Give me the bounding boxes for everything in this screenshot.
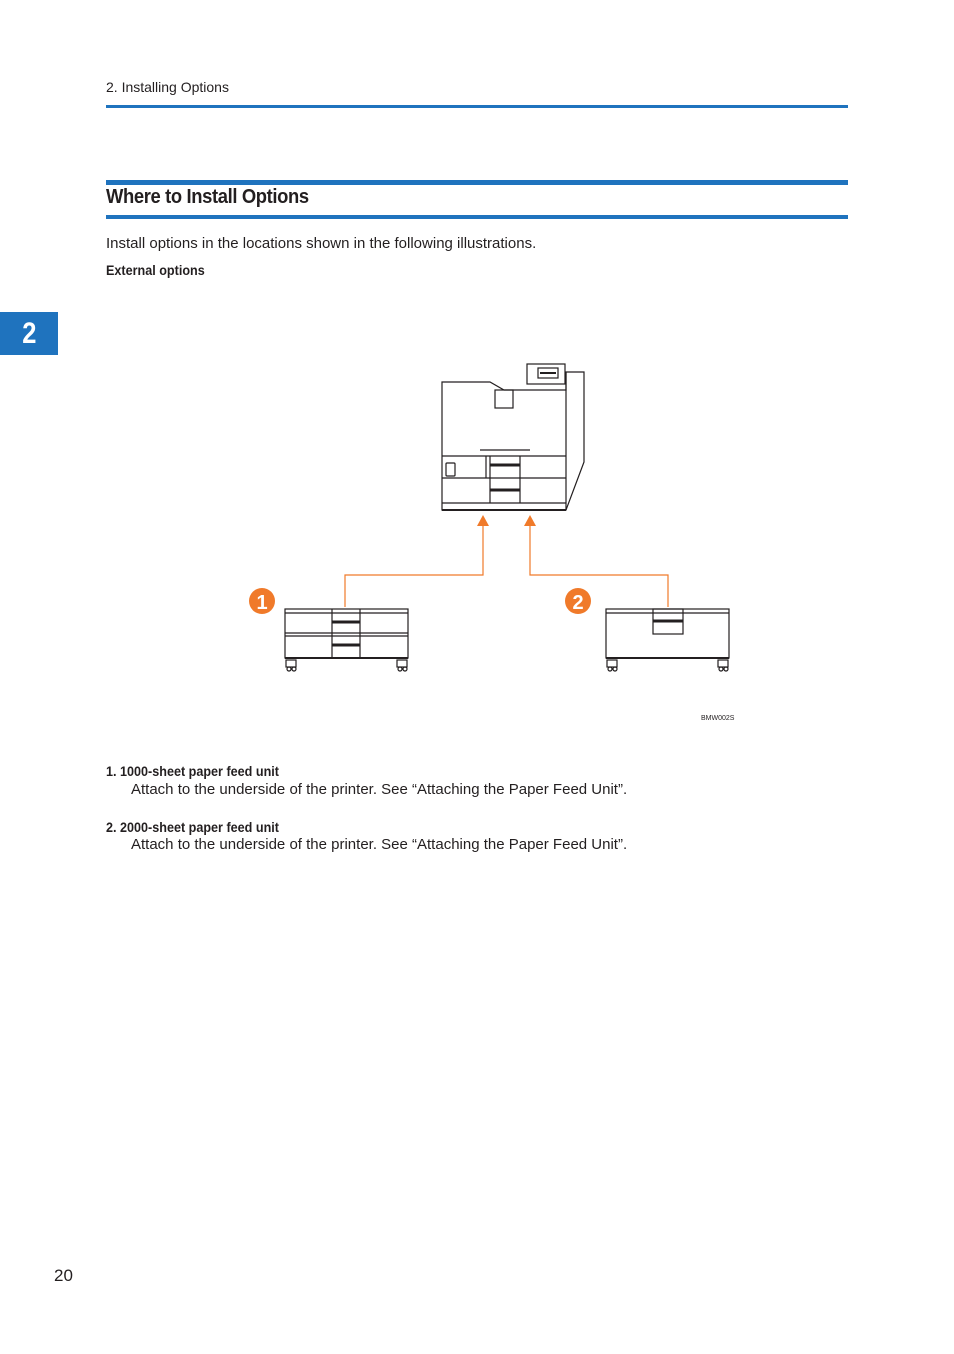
arrow-up-2: [524, 515, 536, 526]
subheading: External options: [106, 262, 205, 278]
running-header: 2. Installing Options: [106, 79, 229, 95]
feed-unit-1000-drawing: [285, 609, 408, 671]
item-1-heading: 1. 1000-sheet paper feed unit: [106, 763, 279, 779]
callout-2-number: 2: [572, 592, 584, 614]
chapter-number: 2: [21, 317, 37, 350]
title-rule-top: [106, 180, 848, 185]
page-number: 20: [54, 1266, 73, 1285]
printer-drawing: [442, 364, 584, 510]
title-rule-bottom: [106, 215, 848, 219]
callout-1-number: 1: [256, 592, 268, 614]
feed-unit-2000-drawing: [606, 609, 729, 671]
figure-code: BMW002S: [701, 715, 735, 722]
options-illustration: [240, 358, 740, 728]
header-rule: [106, 105, 848, 108]
item-1-text: Attach to the underside of the printer. See “Attaching the Paper Feed Unit”.: [131, 781, 628, 798]
intro-text: Install options in the locations shown in the following illustrations.: [106, 235, 537, 252]
section-title: Where to Install Options: [106, 186, 309, 208]
chapter-tab: [0, 312, 58, 355]
arrow-up-1: [477, 515, 489, 526]
item-2-heading: 2. 2000-sheet paper feed unit: [106, 819, 279, 835]
connector-lines: [345, 525, 668, 607]
item-2-text: Attach to the underside of the printer. See “Attaching the Paper Feed Unit”.: [131, 836, 628, 853]
